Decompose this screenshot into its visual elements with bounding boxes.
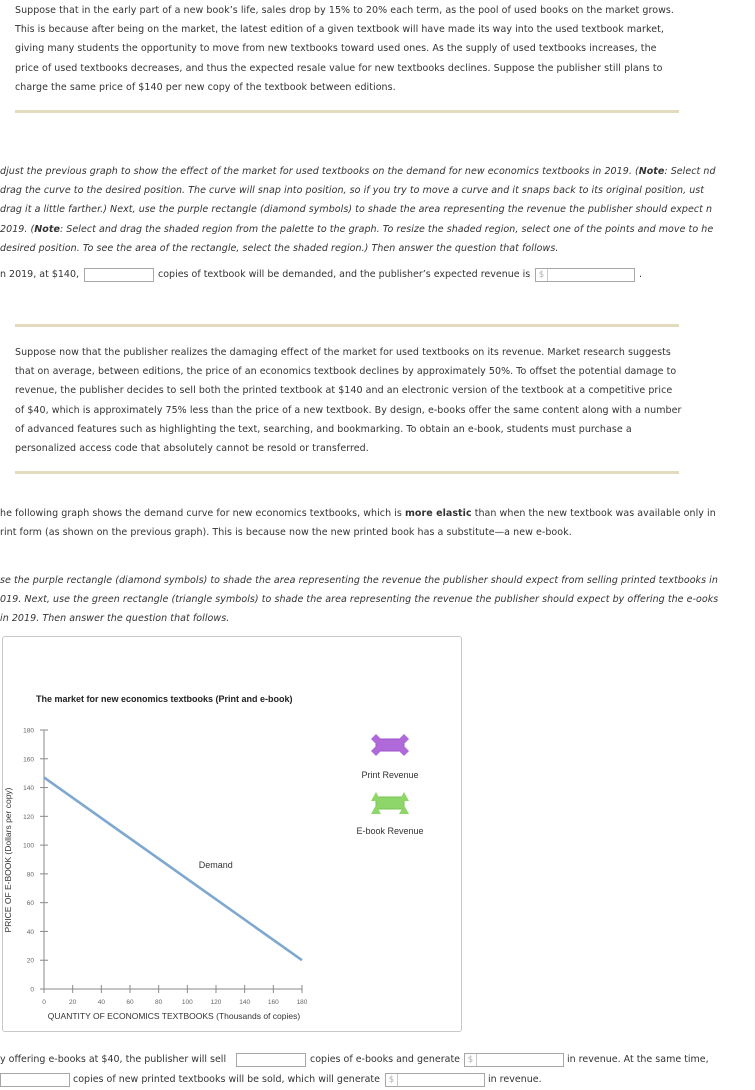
graph-instructions-1 — [0, 162, 728, 258]
x-tick-label: 140 — [239, 999, 251, 1006]
x-tick-label: 40 — [97, 999, 105, 1006]
question-2-suffix: in revenue. At the same time, — [567, 1054, 709, 1065]
elastic-text: than when the new textbook was available only in rint form (as shown on the previous graph). This is because now the new printed book has a substitute—a new e-book. — [0, 508, 716, 539]
y-axis-label: PRICE OF E-BOOK (Dollars per copy) — [3, 787, 13, 933]
print-revenue-input[interactable] — [385, 1073, 485, 1087]
y-tick-label: 0 — [30, 986, 34, 994]
elastic-emphasis: more elastic — [404, 508, 472, 519]
chart-title: The market for new economics textbooks (Print and e-book) — [36, 694, 293, 704]
currency-symbol: $ — [465, 1054, 477, 1066]
ebook-paragraph: Suppose now that the publisher realizes the damaging effect of the market for used textbooks on its revenue. Market research suggests that on average, between editions, the price of an economics textbook declines by approximately 50%. To offset the potential damage to revenue, the publisher decides to sell both the printed textbook at $140 and an electronic version of the textbook at a competitive price of $40, which is approximately 75% less than the price of a new textbook. By design, e-books offer the same content along with a number of advanced features such as highlighting the text, searching, and bookmarking. To obtain an e-book, students must purchase a personalized access code that absolutely cannot be resold or transferred. — [15, 347, 682, 455]
instructions-text: : Select nd drag the curve to the desired position. The curve will snap into position, so if you try to move a curve and it snaps back to its original position, ust drag it a little farther.) Next, use the purple rectangle (diamond symbols) to shade the area representing the revenue the publisher should expect n 2019. ( — [0, 166, 716, 235]
diamond-rectangle-icon — [370, 734, 410, 756]
y-tick-label: 20 — [26, 957, 34, 965]
elastic-text: he following graph shows the demand curve for new economics textbooks, which is — [0, 508, 405, 519]
triangle-rectangle-icon — [370, 792, 410, 814]
question-1-suffix: . — [639, 269, 643, 280]
print-revenue-tool[interactable] — [370, 734, 410, 756]
ebook-copies-input[interactable] — [236, 1053, 306, 1067]
y-tick-label: 80 — [26, 871, 34, 879]
instructions-text: djust the previous graph to show the effect of the market for used textbooks on the demand for new economics textbooks in 2019. ( — [0, 166, 639, 177]
x-tick-label: 80 — [155, 999, 163, 1006]
x-tick-label: 120 — [210, 999, 222, 1006]
copies-demanded-input[interactable] — [84, 268, 154, 282]
question-2-middle: copies of e-books and generate — [310, 1054, 461, 1065]
y-tick-label: 60 — [26, 900, 34, 908]
x-axis-label: QUANTITY OF ECONOMICS TEXTBOOKS (Thousands of copies) — [47, 1011, 301, 1021]
ebook-revenue-tool[interactable] — [370, 792, 410, 814]
section-divider — [15, 471, 679, 474]
y-tick-label: 140 — [23, 785, 34, 793]
question-2-line2-middle: copies of new printed textbooks will be sold, which will generate — [73, 1074, 380, 1085]
elastic-paragraph — [0, 504, 728, 542]
y-tick-label: 100 — [23, 842, 34, 850]
note-label: Note — [34, 223, 60, 235]
y-tick-label: 120 — [23, 813, 34, 821]
expected-revenue-input[interactable] — [535, 268, 635, 282]
currency-symbol: $ — [536, 269, 548, 281]
demand-curve-label: Demand — [198, 860, 233, 871]
y-tick-label: 160 — [23, 756, 34, 764]
intro-paragraph: Suppose that in the early part of a new book’s life, sales drop by 15% to 20% each term, as the pool of used books on the market grows. This is because after being on the market, the latest edition of a given textbook will have made its way into the used textbook market, giving many students the opportunity to move from new textbooks toward used ones. As the supply of used textbooks increases, the price of used textbooks decreases, and thus the expected resale value for new textbooks declines. Suppose the publisher still plans to charge the same price of $140 per new copy of the textbook between editions. — [15, 5, 674, 93]
instructions-text: : Select and drag the shaded region from the palette to the graph. To resize the shaded region, select one of the points and move to he desired position. To see the area of the rectangle, select the shaded region.) Then answer the question that follows. — [0, 223, 714, 254]
question-2-line2-suffix: in revenue. — [488, 1074, 542, 1085]
x-tick-label: 100 — [181, 999, 193, 1006]
ebook-revenue-input[interactable] — [464, 1053, 564, 1067]
x-tick-label: 20 — [69, 999, 77, 1006]
x-tick-label: 180 — [296, 999, 308, 1006]
section-divider — [15, 324, 679, 327]
question-1-prefix: n 2019, at $140, — [0, 269, 80, 280]
ebook-revenue-label: E-book Revenue — [356, 826, 424, 836]
y-tick-label: 180 — [23, 727, 34, 735]
currency-symbol: $ — [386, 1074, 398, 1086]
question-2-prefix: y offering e-books at $40, the publisher will sell — [0, 1054, 227, 1065]
graph-instructions-2: se the purple rectangle (diamond symbols) to shade the area representing the revenue the publisher should expect from selling printed textbooks in 019. Next, use the green rectangle (triangle symbols) to shade the area representing the revenue the publisher should expect by offering the e-ooks in 2019. Then answer the question that follows. — [0, 575, 719, 625]
section-divider — [15, 110, 679, 113]
x-tick-label: 60 — [126, 999, 134, 1006]
print-copies-input[interactable] — [0, 1073, 70, 1087]
print-revenue-label: Print Revenue — [361, 770, 419, 780]
x-tick-label: 0 — [42, 999, 46, 1006]
x-tick-label: 160 — [267, 999, 279, 1006]
note-label: Note — [638, 166, 665, 177]
question-1-middle: copies of textbook will be demanded, and the publisher’s expected revenue is — [158, 269, 531, 280]
y-tick-label: 40 — [26, 928, 34, 936]
